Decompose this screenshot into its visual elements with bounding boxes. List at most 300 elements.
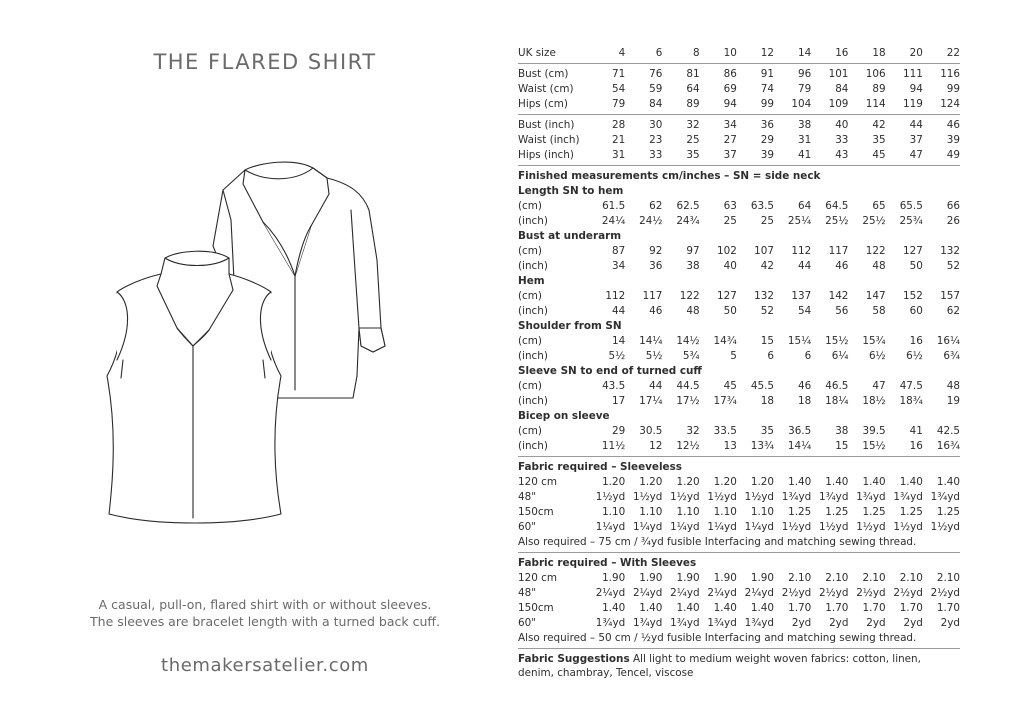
value-cell: 31 xyxy=(611,149,626,161)
value-cell: 2½yd xyxy=(930,587,961,599)
value-cell: 16¾ xyxy=(936,440,961,452)
value-cell: 30 xyxy=(649,119,663,131)
value-cell: 2yd xyxy=(903,617,923,629)
value-cell: 6 xyxy=(804,350,812,362)
value-cell: 15¾ xyxy=(862,335,886,347)
value-cell: 50 xyxy=(723,305,737,317)
value-cell: 28 xyxy=(611,119,626,131)
value-cell: 42.5 xyxy=(936,425,961,437)
value-cell: 35 xyxy=(760,425,775,437)
table-row xyxy=(518,199,960,214)
value-cell: 19 xyxy=(946,395,961,407)
value-cell: 46.5 xyxy=(825,380,849,392)
measurement-heading: Shoulder from SN xyxy=(518,320,622,332)
value-cell: 1¾yd xyxy=(856,491,886,503)
value-cell: 1¼yd xyxy=(744,521,775,533)
value-cell: 1¾yd xyxy=(595,617,626,629)
value-cell: 60 xyxy=(909,305,923,317)
value-cell: 13¾ xyxy=(750,440,775,452)
value-cell: 18 xyxy=(797,395,812,407)
table-row xyxy=(518,490,960,505)
value-cell: 33.5 xyxy=(713,425,737,437)
row-label: (inch) xyxy=(518,305,548,317)
size-header-label: UK size xyxy=(518,47,556,59)
value-cell: 87 xyxy=(611,245,626,257)
value-cell: 59 xyxy=(649,83,663,95)
table-row xyxy=(518,259,960,274)
value-cell: 1½yd xyxy=(744,491,775,503)
value-cell: 1¾yd xyxy=(818,491,849,503)
fabric-sleeveless-section xyxy=(518,475,960,535)
row-label: (cm) xyxy=(518,380,542,392)
value-cell: 63.5 xyxy=(750,200,775,212)
value-cell: 54 xyxy=(611,83,626,95)
value-cell: 62.5 xyxy=(676,200,700,212)
value-cell: 92 xyxy=(649,245,663,257)
value-cell: 43.5 xyxy=(602,380,626,392)
value-cell: 1.90 xyxy=(676,572,700,584)
value-cell: 107 xyxy=(754,245,775,257)
value-cell: 132 xyxy=(940,245,961,257)
value-cell: 1.40 xyxy=(788,476,812,488)
row-label: (inch) xyxy=(518,215,548,227)
table-row xyxy=(518,505,960,520)
value-cell: 106 xyxy=(865,68,886,80)
size-cell: 18 xyxy=(872,47,886,59)
value-cell: 16¼ xyxy=(936,335,961,347)
value-cell: 34 xyxy=(611,260,626,272)
value-cell: 81 xyxy=(686,68,700,80)
table-row xyxy=(518,616,960,631)
value-cell: 132 xyxy=(754,290,775,302)
table-row xyxy=(518,424,960,439)
shirt-illustration xyxy=(95,150,425,550)
size-cell: 20 xyxy=(909,47,923,59)
row-label: Waist (inch) xyxy=(518,134,580,146)
row-label: (inch) xyxy=(518,440,548,452)
value-cell: 39 xyxy=(946,134,961,146)
value-cell: 17½ xyxy=(676,395,700,407)
value-cell: 1.40 xyxy=(825,476,849,488)
size-chart xyxy=(518,46,960,680)
value-cell: 147 xyxy=(865,290,886,302)
value-cell: 25½ xyxy=(825,215,849,227)
value-cell: 6¼ xyxy=(831,350,849,362)
value-cell: 117 xyxy=(642,290,663,302)
value-cell: 31 xyxy=(797,134,812,146)
finished-section xyxy=(518,184,960,454)
value-cell: 1.25 xyxy=(936,506,961,518)
value-cell: 48 xyxy=(946,380,961,392)
value-cell: 122 xyxy=(865,245,886,257)
value-cell: 15 xyxy=(835,440,849,452)
value-cell: 79 xyxy=(797,83,812,95)
value-cell: 5½ xyxy=(645,350,663,362)
table-row xyxy=(518,394,960,409)
value-cell: 18 xyxy=(760,395,775,407)
value-cell: 96 xyxy=(797,68,812,80)
value-cell: 2.10 xyxy=(788,572,812,584)
fabric-sleeveless-note: Also required – 75 cm / ¾yd fusible Interfacing and matching sewing thread. xyxy=(518,536,917,548)
value-cell: 18¾ xyxy=(899,395,923,407)
fabric-sleeves-heading: Fabric required – With Sleeves xyxy=(518,557,697,569)
value-cell: 99 xyxy=(946,83,961,95)
value-cell: 33 xyxy=(835,134,849,146)
value-cell: 62 xyxy=(649,200,663,212)
divider xyxy=(518,552,960,553)
divider xyxy=(518,648,960,649)
value-cell: 65 xyxy=(872,200,886,212)
value-cell: 1.70 xyxy=(936,602,961,614)
size-cell: 8 xyxy=(692,47,700,59)
value-cell: 84 xyxy=(649,98,663,110)
value-cell: 1¼yd xyxy=(707,521,737,533)
row-label: Bust (inch) xyxy=(518,119,575,131)
value-cell: 15½ xyxy=(825,335,849,347)
row-label: 48" xyxy=(518,587,537,599)
value-cell: 1½yd xyxy=(930,521,961,533)
value-cell: 2.10 xyxy=(899,572,923,584)
value-cell: 27 xyxy=(723,134,737,146)
value-cell: 26 xyxy=(946,215,961,227)
value-cell: 124 xyxy=(940,98,961,110)
value-cell: 119 xyxy=(902,98,923,110)
value-cell: 1.40 xyxy=(750,602,775,614)
value-cell: 38 xyxy=(797,119,812,131)
value-cell: 142 xyxy=(828,290,849,302)
size-header-row xyxy=(518,46,960,61)
size-cell: 6 xyxy=(655,47,663,59)
value-cell: 18¼ xyxy=(825,395,849,407)
value-cell: 2½yd xyxy=(781,587,812,599)
value-cell: 14¾ xyxy=(713,335,737,347)
size-cell: 12 xyxy=(760,47,775,59)
value-cell: 41 xyxy=(797,149,812,161)
value-cell: 42 xyxy=(872,119,886,131)
value-cell: 52 xyxy=(760,305,775,317)
value-cell: 25 xyxy=(760,215,775,227)
value-cell: 127 xyxy=(902,245,923,257)
value-cell: 39.5 xyxy=(862,425,886,437)
value-cell: 1½yd xyxy=(856,521,886,533)
fabric-suggestions-text: All light to medium weight woven fabrics: cotton, linen, denim, chambray, Tencel, viscose xyxy=(518,653,921,679)
value-cell: 15½ xyxy=(862,440,886,452)
value-cell: 1¼yd xyxy=(595,521,626,533)
value-cell: 116 xyxy=(940,68,961,80)
value-cell: 152 xyxy=(902,290,923,302)
row-label: (inch) xyxy=(518,395,548,407)
value-cell: 21 xyxy=(611,134,626,146)
row-label: (cm) xyxy=(518,335,542,347)
value-cell: 1.10 xyxy=(639,506,663,518)
value-cell: 69 xyxy=(723,83,737,95)
table-row xyxy=(518,244,960,259)
value-cell: 112 xyxy=(791,245,812,257)
value-cell: 99 xyxy=(760,98,775,110)
value-cell: 14¼ xyxy=(639,335,663,347)
value-cell: 1¼yd xyxy=(632,521,663,533)
value-cell: 2yd xyxy=(791,617,812,629)
value-cell: 24½ xyxy=(639,215,663,227)
value-cell: 5½ xyxy=(608,350,626,362)
value-cell: 137 xyxy=(791,290,812,302)
table-row xyxy=(518,133,960,148)
value-cell: 1.20 xyxy=(713,476,737,488)
value-cell: 1.10 xyxy=(676,506,700,518)
value-cell: 45.5 xyxy=(750,380,775,392)
value-cell: 127 xyxy=(716,290,737,302)
value-cell: 56 xyxy=(835,305,849,317)
value-cell: 6¾ xyxy=(943,350,961,362)
value-cell: 48 xyxy=(872,260,886,272)
value-cell: 5 xyxy=(730,350,737,362)
measurement-heading: Hem xyxy=(518,275,545,287)
value-cell: 24¼ xyxy=(601,215,626,227)
row-label: (cm) xyxy=(518,290,542,302)
body-inch-section xyxy=(518,118,960,163)
row-label: (cm) xyxy=(518,245,542,257)
value-cell: 23 xyxy=(649,134,663,146)
size-cell: 10 xyxy=(723,47,737,59)
finished-heading: Finished measurements cm/inches – SN = side neck xyxy=(518,170,821,182)
fabric-sleeves-note: Also required – 50 cm / ½yd fusible Interfacing and matching sewing thread. xyxy=(518,632,917,644)
value-cell: 2½yd xyxy=(818,587,849,599)
value-cell: 40 xyxy=(723,260,737,272)
value-cell: 1.25 xyxy=(862,506,886,518)
description-line: The sleeves are bracelet length with a turned back cuff. xyxy=(90,614,440,629)
value-cell: 84 xyxy=(835,83,849,95)
row-label: 60" xyxy=(518,521,537,533)
table-row xyxy=(518,520,960,535)
fabric-suggestions-heading: Fabric Suggestions xyxy=(518,653,630,665)
table-row xyxy=(518,82,960,97)
value-cell: 2.10 xyxy=(862,572,886,584)
row-label: (inch) xyxy=(518,260,548,272)
value-cell: 64.5 xyxy=(825,200,849,212)
table-row xyxy=(518,148,960,163)
value-cell: 111 xyxy=(902,68,923,80)
value-cell: 76 xyxy=(649,68,663,80)
value-cell: 2¼yd xyxy=(744,587,775,599)
value-cell: 25½ xyxy=(862,215,886,227)
value-cell: 6 xyxy=(767,350,775,362)
value-cell: 36.5 xyxy=(788,425,812,437)
divider xyxy=(518,456,960,457)
value-cell: 45 xyxy=(723,380,737,392)
value-cell: 1¾yd xyxy=(670,617,700,629)
value-cell: 65.5 xyxy=(899,200,923,212)
value-cell: 37 xyxy=(909,134,923,146)
size-cell: 16 xyxy=(835,47,849,59)
value-cell: 1¾yd xyxy=(707,617,737,629)
value-cell: 94 xyxy=(909,83,923,95)
value-cell: 29 xyxy=(611,425,626,437)
value-cell: 32 xyxy=(686,425,700,437)
value-cell: 1.20 xyxy=(602,476,626,488)
value-cell: 34 xyxy=(723,119,737,131)
value-cell: 1½yd xyxy=(818,521,849,533)
value-cell: 94 xyxy=(723,98,737,110)
row-label: Waist (cm) xyxy=(518,83,574,95)
table-row xyxy=(518,214,960,229)
table-row xyxy=(518,118,960,133)
value-cell: 52 xyxy=(946,260,961,272)
value-cell: 89 xyxy=(686,98,700,110)
value-cell: 1.40 xyxy=(676,602,700,614)
table-row xyxy=(518,571,960,586)
fabric-sleeveless-heading: Fabric required – Sleeveless xyxy=(518,461,682,473)
value-cell: 1.10 xyxy=(750,506,775,518)
value-cell: 1½yd xyxy=(632,491,663,503)
table-row xyxy=(518,349,960,364)
fabric-suggestions xyxy=(518,652,960,680)
value-cell: 41 xyxy=(909,425,923,437)
value-cell: 1.10 xyxy=(602,506,626,518)
value-cell: 46 xyxy=(835,260,849,272)
value-cell: 54 xyxy=(797,305,812,317)
divider xyxy=(518,165,960,166)
value-cell: 35 xyxy=(872,134,886,146)
value-cell: 46 xyxy=(797,380,812,392)
value-cell: 2.10 xyxy=(825,572,849,584)
value-cell: 89 xyxy=(872,83,886,95)
table-row xyxy=(518,379,960,394)
value-cell: 36 xyxy=(649,260,663,272)
value-cell: 29 xyxy=(760,134,775,146)
value-cell: 16 xyxy=(909,335,923,347)
value-cell: 101 xyxy=(828,68,849,80)
value-cell: 40 xyxy=(835,119,849,131)
value-cell: 64 xyxy=(797,200,812,212)
value-cell: 39 xyxy=(760,149,775,161)
value-cell: 45 xyxy=(872,149,886,161)
value-cell: 102 xyxy=(716,245,737,257)
value-cell: 14¼ xyxy=(787,440,812,452)
value-cell: 49 xyxy=(946,149,961,161)
value-cell: 1.70 xyxy=(825,602,849,614)
value-cell: 44.5 xyxy=(676,380,700,392)
value-cell: 1.40 xyxy=(713,602,737,614)
row-label: 120 cm xyxy=(518,476,557,488)
sleeveless-shirt-drawing xyxy=(107,251,281,523)
value-cell: 44 xyxy=(909,119,923,131)
row-label: Hips (inch) xyxy=(518,149,574,161)
value-cell: 14 xyxy=(611,335,626,347)
value-cell: 25¼ xyxy=(787,215,812,227)
value-cell: 2yd xyxy=(940,617,961,629)
measurement-heading: Length SN to hem xyxy=(518,185,624,197)
value-cell: 1.20 xyxy=(750,476,775,488)
value-cell: 66 xyxy=(946,200,961,212)
value-cell: 122 xyxy=(679,290,700,302)
value-cell: 2yd xyxy=(829,617,849,629)
measurement-heading: Bicep on sleeve xyxy=(518,410,610,422)
value-cell: 1.40 xyxy=(602,602,626,614)
value-cell: 44 xyxy=(611,305,626,317)
value-cell: 1.40 xyxy=(899,476,923,488)
value-cell: 1.25 xyxy=(788,506,812,518)
value-cell: 109 xyxy=(828,98,849,110)
value-cell: 42 xyxy=(760,260,775,272)
value-cell: 1½yd xyxy=(707,491,737,503)
row-label: 150cm xyxy=(518,506,554,518)
row-label: 120 cm xyxy=(518,572,557,584)
value-cell: 12½ xyxy=(676,440,700,452)
value-cell: 1.40 xyxy=(862,476,886,488)
value-cell: 74 xyxy=(760,83,775,95)
value-cell: 117 xyxy=(828,245,849,257)
value-cell: 5¾ xyxy=(682,350,700,362)
row-label: Bust (cm) xyxy=(518,68,569,80)
value-cell: 157 xyxy=(940,290,961,302)
value-cell: 17¼ xyxy=(639,395,663,407)
value-cell: 25 xyxy=(686,134,700,146)
value-cell: 17¾ xyxy=(713,395,737,407)
value-cell: 1.90 xyxy=(750,572,775,584)
row-label: Hips (cm) xyxy=(518,98,568,110)
value-cell: 37 xyxy=(723,149,737,161)
value-cell: 2¼yd xyxy=(632,587,663,599)
value-cell: 58 xyxy=(872,305,886,317)
value-cell: 1½yd xyxy=(595,491,626,503)
row-label: (inch) xyxy=(518,350,548,362)
value-cell: 12 xyxy=(649,440,663,452)
value-cell: 1½yd xyxy=(781,521,812,533)
divider xyxy=(518,63,960,64)
value-cell: 32 xyxy=(686,119,700,131)
value-cell: 6½ xyxy=(868,350,886,362)
value-cell: 2¼yd xyxy=(670,587,700,599)
description xyxy=(0,596,530,630)
value-cell: 1.10 xyxy=(713,506,737,518)
value-cell: 2¼yd xyxy=(707,587,737,599)
value-cell: 2yd xyxy=(866,617,886,629)
value-cell: 24¾ xyxy=(676,215,700,227)
value-cell: 104 xyxy=(791,98,812,110)
value-cell: 47.5 xyxy=(899,380,923,392)
value-cell: 1¼yd xyxy=(670,521,700,533)
value-cell: 35 xyxy=(686,149,700,161)
value-cell: 1.90 xyxy=(713,572,737,584)
size-cell: 14 xyxy=(797,47,812,59)
table-row xyxy=(518,601,960,616)
value-cell: 1.90 xyxy=(602,572,626,584)
value-cell: 1.40 xyxy=(639,602,663,614)
table-row xyxy=(518,289,960,304)
row-label: (cm) xyxy=(518,200,542,212)
value-cell: 2.10 xyxy=(936,572,961,584)
table-row xyxy=(518,334,960,349)
value-cell: 1½yd xyxy=(893,521,923,533)
table-row xyxy=(518,475,960,490)
value-cell: 97 xyxy=(686,245,700,257)
value-cell: 91 xyxy=(760,68,775,80)
table-row xyxy=(518,304,960,319)
value-cell: 86 xyxy=(723,68,737,80)
value-cell: 1.70 xyxy=(862,602,886,614)
value-cell: 1¾yd xyxy=(744,617,775,629)
row-label: 150cm xyxy=(518,602,554,614)
value-cell: 112 xyxy=(605,290,626,302)
value-cell: 17 xyxy=(611,395,626,407)
value-cell: 2½yd xyxy=(893,587,923,599)
value-cell: 30.5 xyxy=(639,425,663,437)
value-cell: 25 xyxy=(723,215,737,227)
row-label: (cm) xyxy=(518,425,542,437)
value-cell: 63 xyxy=(723,200,737,212)
value-cell: 1.20 xyxy=(676,476,700,488)
value-cell: 46 xyxy=(649,305,663,317)
